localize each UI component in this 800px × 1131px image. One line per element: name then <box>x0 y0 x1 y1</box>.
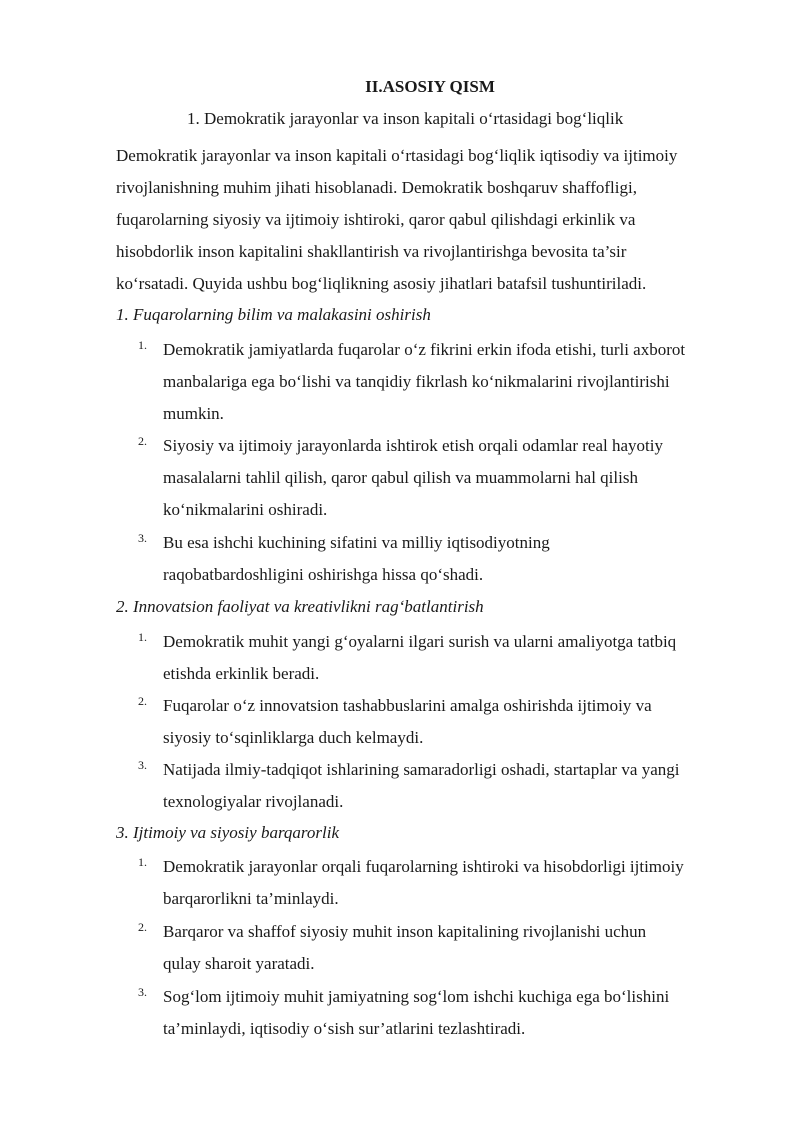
list-item-line: Natijada ilmiy-tadqiqot ishlarining samaradorligi oshadi, startaplar va yangi <box>163 760 680 779</box>
list-item-number: 2. <box>138 920 147 934</box>
list-item-text <box>163 851 753 915</box>
list-item-line: masalalarni tahlil qilish, qaror qabul qilish va muammolarni hal qilish <box>163 468 638 487</box>
intro-line: Demokratik jarayonlar va inson kapitali o‘rtasidagi bog‘liqlik iqtisodiy va ijtimoiy <box>116 146 678 165</box>
list-item-number: 3. <box>138 758 147 772</box>
list-item-line: mumkin. <box>163 404 224 423</box>
list-item-number: 2. <box>138 434 147 448</box>
list-item-line: Siyosiy va ijtimoiy jarayonlarda ishtirok etish orqali odamlar real hayotiy <box>163 436 663 455</box>
list-item-line: manbalariga ega bo‘lishi va tanqidiy fikrlash ko‘nikmalarini rivojlantirishi <box>163 372 670 391</box>
list-item-number: 2. <box>138 694 147 708</box>
list-item-number: 3. <box>138 531 147 545</box>
list-item-line: Sog‘lom ijtimoiy muhit jamiyatning sog‘lom ishchi kuchiga ega bo‘lishini <box>163 987 670 1006</box>
list-item-line: Bu esa ishchi kuchining sifatini va milliy iqtisodiyotning <box>163 533 550 552</box>
list-item-line: siyosiy to‘sqinliklarga duch kelmaydi. <box>163 728 424 747</box>
intro-line: ko‘rsatadi. Quyida ushbu bog‘liqlikning asosiy jihatlari batafsil tushuntiriladi. <box>116 274 647 293</box>
list-item-number: 1. <box>138 338 147 352</box>
intro-line: rivojlanishning muhim jihati hisoblanadi. Demokratik boshqaruv shaffofligi, <box>116 178 637 197</box>
list-item-line: barqarorlikni ta’minlaydi. <box>163 889 339 908</box>
list-item-text <box>163 334 753 430</box>
list-item-text <box>163 690 753 754</box>
intro-line: fuqarolarning siyosiy va ijtimoiy ishtiroki, qaror qabul qilishdagi erkinlik va <box>116 210 636 229</box>
list-item-line: Fuqarolar o‘z innovatsion tashabbuslarini amalga oshirishda ijtimoiy va <box>163 696 652 715</box>
list-item-line: Barqaror va shaffof siyosiy muhit inson kapitalining rivojlanishi uchun <box>163 922 647 941</box>
section-subheading: 1. Demokratik jarayonlar va inson kapitali o‘rtasidagi bog‘liqlik <box>187 109 624 128</box>
list-item-text <box>163 754 753 818</box>
intro-line: hisobdorlik inson kapitalini shakllantirish va rivojlantirishga bevosita ta’sir <box>116 242 627 261</box>
intro-paragraph <box>116 140 746 300</box>
section-title: 2. Innovatsion faoliyat va kreativlikni rag‘batlantirish <box>116 597 484 616</box>
list-item-number: 1. <box>138 855 147 869</box>
list-item-text <box>163 981 753 1045</box>
section-title: 1. Fuqarolarning bilim va malakasini oshirish <box>116 305 431 324</box>
list-item-line: ko‘nikmalarini oshiradi. <box>163 500 328 519</box>
list-item-text <box>163 916 753 980</box>
list-item-line: raqobatbardoshligini oshirishga hissa qo‘shadi. <box>163 565 484 584</box>
list-item-line: Demokratik muhit yangi g‘oyalarni ilgari surish va ularni amaliyotga tatbiq <box>163 632 677 651</box>
list-item-line: Demokratik jamiyatlarda fuqarolar o‘z fikrini erkin ifoda etishi, turli axborot <box>163 340 686 359</box>
list-item-number: 3. <box>138 985 147 999</box>
page-title: II.ASOSIY QISM <box>365 77 495 96</box>
list-item-line: qulay sharoit yaratadi. <box>163 954 315 973</box>
list-item-text <box>163 430 753 526</box>
list-item-line: texnologiyalar rivojlanadi. <box>163 792 344 811</box>
list-item-text <box>163 626 753 690</box>
list-item-line: ta’minlaydi, iqtisodiy o‘sish sur’atlarini tezlashtiradi. <box>163 1019 526 1038</box>
list-item-text <box>163 527 753 591</box>
list-item-line: etishda erkinlik beradi. <box>163 664 320 683</box>
list-item-line: Demokratik jarayonlar orqali fuqarolarning ishtiroki va hisobdorligi ijtimoiy <box>163 857 684 876</box>
list-item-number: 1. <box>138 630 147 644</box>
section-title: 3. Ijtimoiy va siyosiy barqarorlik <box>116 823 340 842</box>
